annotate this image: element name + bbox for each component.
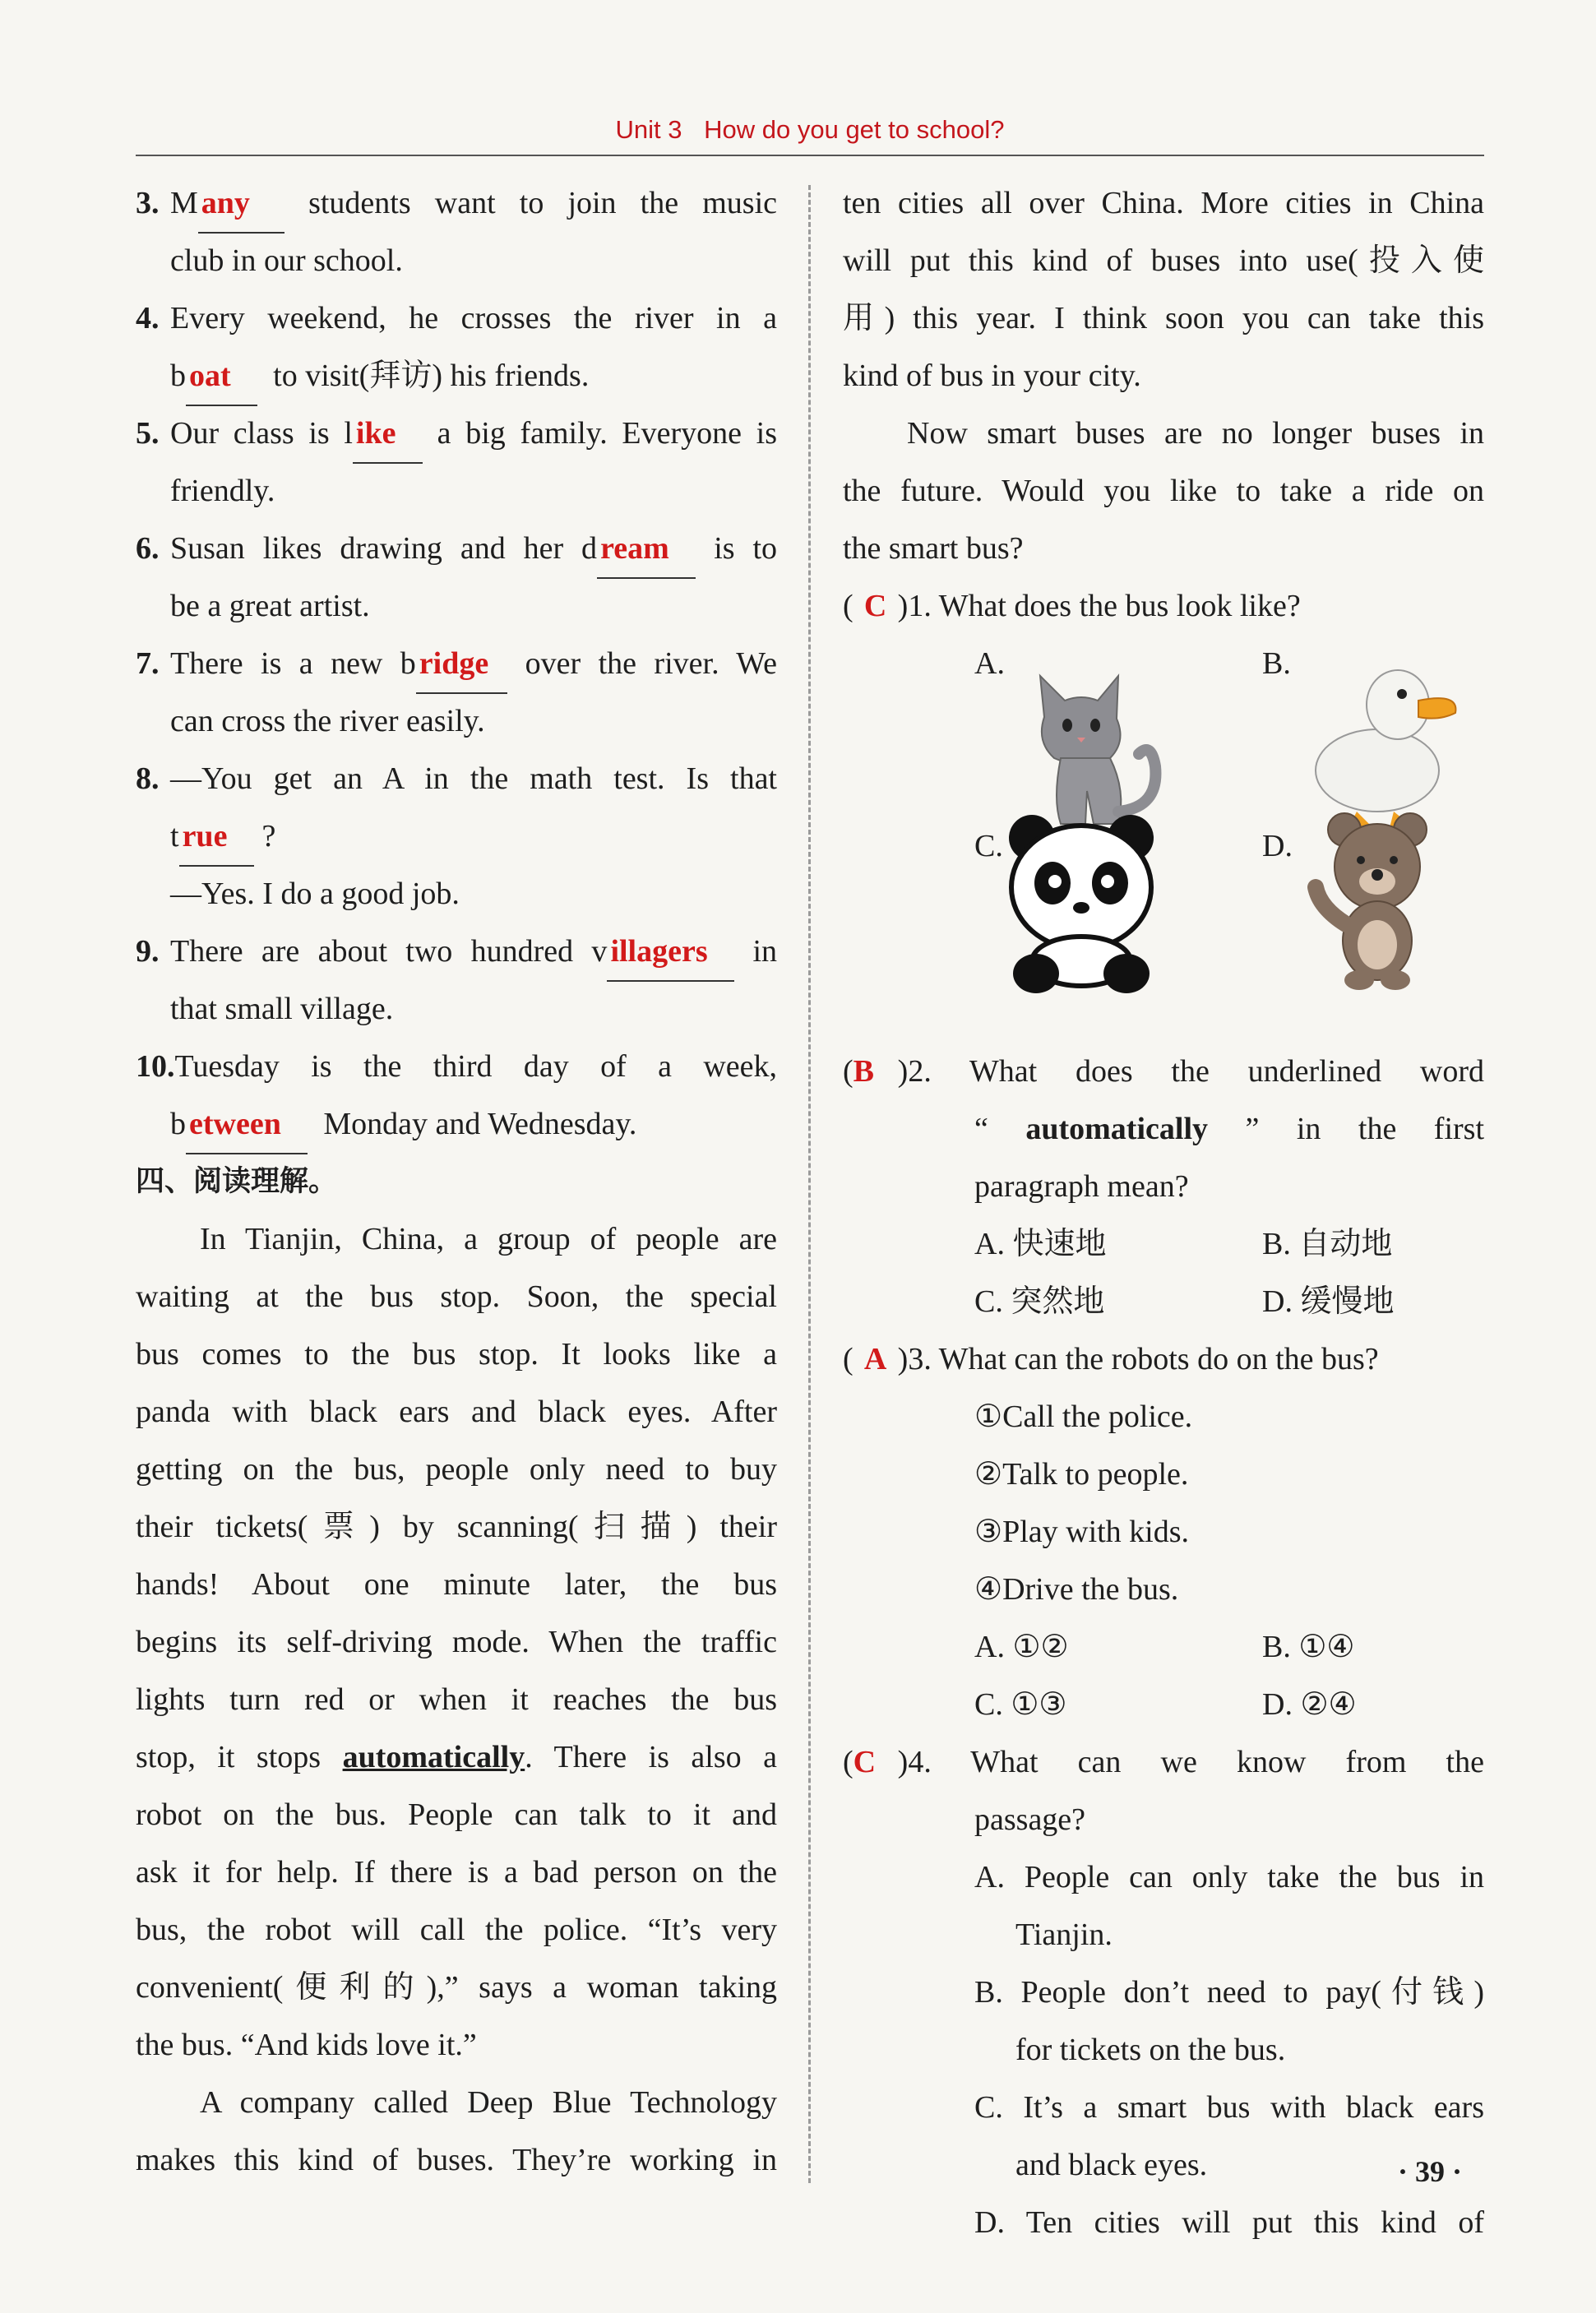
- item-8-reply: —Yes. I do a good job.: [170, 877, 460, 911]
- passage-line: Now smart buses are no longer buses in: [907, 416, 1484, 451]
- answer-mark: A: [863, 1342, 887, 1376]
- passage-line: kind of bus in your city.: [843, 359, 1141, 393]
- answer-blank: oat: [186, 347, 257, 406]
- question-3-options-cd: [843, 1676, 1484, 1733]
- item-6: 6. Susan likes drawing and her d ream is to: [136, 520, 777, 577]
- answer-mark: B: [853, 1054, 875, 1089]
- passage-line: bus, the robot will call the police. “It’s very: [136, 1913, 777, 1947]
- question-1: ( C )1. What does the bus look like?: [843, 577, 1484, 635]
- option-c-cont: and black eyes.: [1015, 2148, 1208, 2182]
- option-c[interactable]: C. ①③: [974, 1687, 1067, 1722]
- passage-line-underlined: stop, it stops automatically. There is also a: [136, 1740, 778, 1774]
- passage-line: 用) this year. I think soon you can take this: [843, 301, 1484, 335]
- passage-line: In Tianjin, China, a group of people are: [200, 1222, 777, 1256]
- option-d[interactable]: D. 缓慢地: [1262, 1284, 1395, 1319]
- q3-item: ③Play with kids.: [974, 1515, 1190, 1549]
- question-4: (C )4. What can we know from the: [843, 1733, 1484, 1791]
- cat-picture: [995, 643, 1168, 832]
- underlined-word: automatically: [342, 1740, 525, 1774]
- passage-line: A company called Deep Blue Technology: [200, 2085, 777, 2120]
- passage-line: convenient(便利的),” says a woman taking: [136, 1970, 777, 2005]
- passage-line: hands! About one minute later, the bus: [136, 1567, 777, 1602]
- option-b-cont: for tickets on the bus.: [1015, 2033, 1286, 2067]
- option-d[interactable]: D. Ten cities will put this kind of: [974, 2205, 1484, 2240]
- q3-item: ④Drive the bus.: [974, 1572, 1179, 1607]
- item-8: 8. —You get an A in the math test. Is that: [136, 761, 777, 796]
- q1-options-row-2: C. D.: [843, 842, 1484, 1049]
- passage-line: ask it for help. If there is a bad person on the: [136, 1855, 777, 1890]
- bear-picture: [1295, 809, 1460, 998]
- item-7: 7. There is a new b ridge over the river. We: [136, 635, 777, 692]
- passage-line: lights turn red or when it reaches the bus: [136, 1682, 777, 1717]
- header-rule: [136, 155, 1484, 156]
- right-column: [843, 174, 1484, 2251]
- passage-line: will put this kind of buses into use(投入使: [843, 243, 1484, 278]
- item-4: 4. Every weekend, he crosses the river in a: [136, 301, 777, 335]
- item-5-cont: friendly.: [170, 474, 275, 508]
- question-4-line-2: passage?: [974, 1802, 1086, 1837]
- option-a[interactable]: A. 快速地: [974, 1227, 1107, 1261]
- passage-line: makes this kind of buses. They’re working in: [136, 2143, 777, 2177]
- answer-blank: any: [198, 174, 285, 234]
- answer-blank: illagers: [607, 923, 734, 982]
- passage-line: the smart bus?: [843, 531, 1024, 566]
- option-b[interactable]: B. ①④: [1262, 1630, 1355, 1664]
- item-9: 9. There are about two hundred v illagers in: [136, 923, 777, 980]
- item-9-cont: that small village.: [170, 992, 394, 1026]
- item-10-cont: b etween Monday and Wednesday.: [136, 1095, 777, 1153]
- item-6-cont: be a great artist.: [170, 589, 370, 623]
- item-3-cont: club in our school.: [170, 243, 403, 278]
- unit-label: Unit 3: [615, 115, 682, 144]
- item-7-cont: can cross the river easily.: [170, 704, 485, 738]
- item-5: 5. Our class is l ike a big family. Everyone is: [136, 405, 777, 462]
- option-a-cont: Tianjin.: [1015, 1917, 1113, 1952]
- answer-blank: rue: [179, 807, 254, 867]
- question-2-options-cd: [843, 1273, 1484, 1330]
- passage-line: begins its self-driving mode. When the traffic: [136, 1625, 777, 1659]
- passage-line: getting on the bus, people only need to buy: [136, 1452, 777, 1487]
- item-8-blank: t rue ?: [136, 807, 777, 865]
- answer-mark: C: [863, 589, 887, 623]
- option-a[interactable]: A. ①②: [974, 1630, 1069, 1664]
- left-column: [136, 174, 777, 2189]
- item-4-cont: b oat to visit(拜访) his friends.: [136, 347, 777, 405]
- item-10: 10.Tuesday is the third day of a week,: [136, 1049, 777, 1084]
- column-divider: [808, 185, 811, 2183]
- answer-blank: ream: [597, 520, 696, 579]
- option-a[interactable]: A. People can only take the bus in: [974, 1860, 1484, 1894]
- page-header: [136, 115, 1484, 156]
- q1-options-row-1: A. B.: [843, 635, 1484, 842]
- item-3: 3. M any students want to join the music: [136, 174, 777, 232]
- passage-line: bus comes to the bus stop. It looks like a: [136, 1337, 777, 1372]
- panda-picture: [999, 809, 1163, 998]
- q3-item: ①Call the police.: [974, 1399, 1193, 1434]
- page-number: · 39 ·: [1398, 2155, 1463, 2188]
- passage-line: ten cities all over China. More cities in China: [843, 186, 1484, 220]
- passage-line: robot on the bus. People can talk to it and: [136, 1797, 777, 1832]
- answer-mark: C: [853, 1745, 877, 1779]
- option-b[interactable]: B. People don’t need to pay(付钱): [974, 1975, 1484, 2010]
- option-d[interactable]: D. ②④: [1262, 1687, 1357, 1722]
- passage-line: waiting at the bus stop. Soon, the special: [136, 1279, 777, 1314]
- question-2-line-3: paragraph mean?: [974, 1169, 1189, 1204]
- q3-item: ②Talk to people.: [974, 1457, 1189, 1492]
- passage-line: the future. Would you like to take a ride on: [843, 474, 1484, 508]
- passage-line: their tickets(票) by scanning(扫描) their: [136, 1510, 777, 1544]
- option-c[interactable]: C. It’s a smart bus with black ears: [974, 2090, 1484, 2125]
- option-c[interactable]: C. 突然地: [974, 1284, 1105, 1319]
- answer-blank: ridge: [416, 635, 507, 694]
- passage-line: the bus. “And kids love it.”: [136, 2028, 477, 2062]
- question-2-options-ab: [843, 1215, 1484, 1273]
- unit-title: How do you get to school?: [704, 115, 1005, 144]
- duck-picture: [1299, 643, 1464, 832]
- passage-line: panda with black ears and black eyes. After: [136, 1395, 777, 1429]
- question-3: ( A )3. What can the robots do on the bus?: [843, 1330, 1484, 1388]
- question-3-options-ab: [843, 1618, 1484, 1676]
- question-2: (B )2. What does the underlined word: [843, 1043, 1484, 1100]
- section-title: 四、阅读理解。: [136, 1165, 338, 1198]
- question-2-line-2: “ automatically ” in the first: [974, 1112, 1484, 1146]
- answer-blank: ike: [353, 405, 423, 464]
- option-b[interactable]: B. 自动地: [1262, 1227, 1393, 1261]
- answer-blank: etween: [186, 1095, 308, 1154]
